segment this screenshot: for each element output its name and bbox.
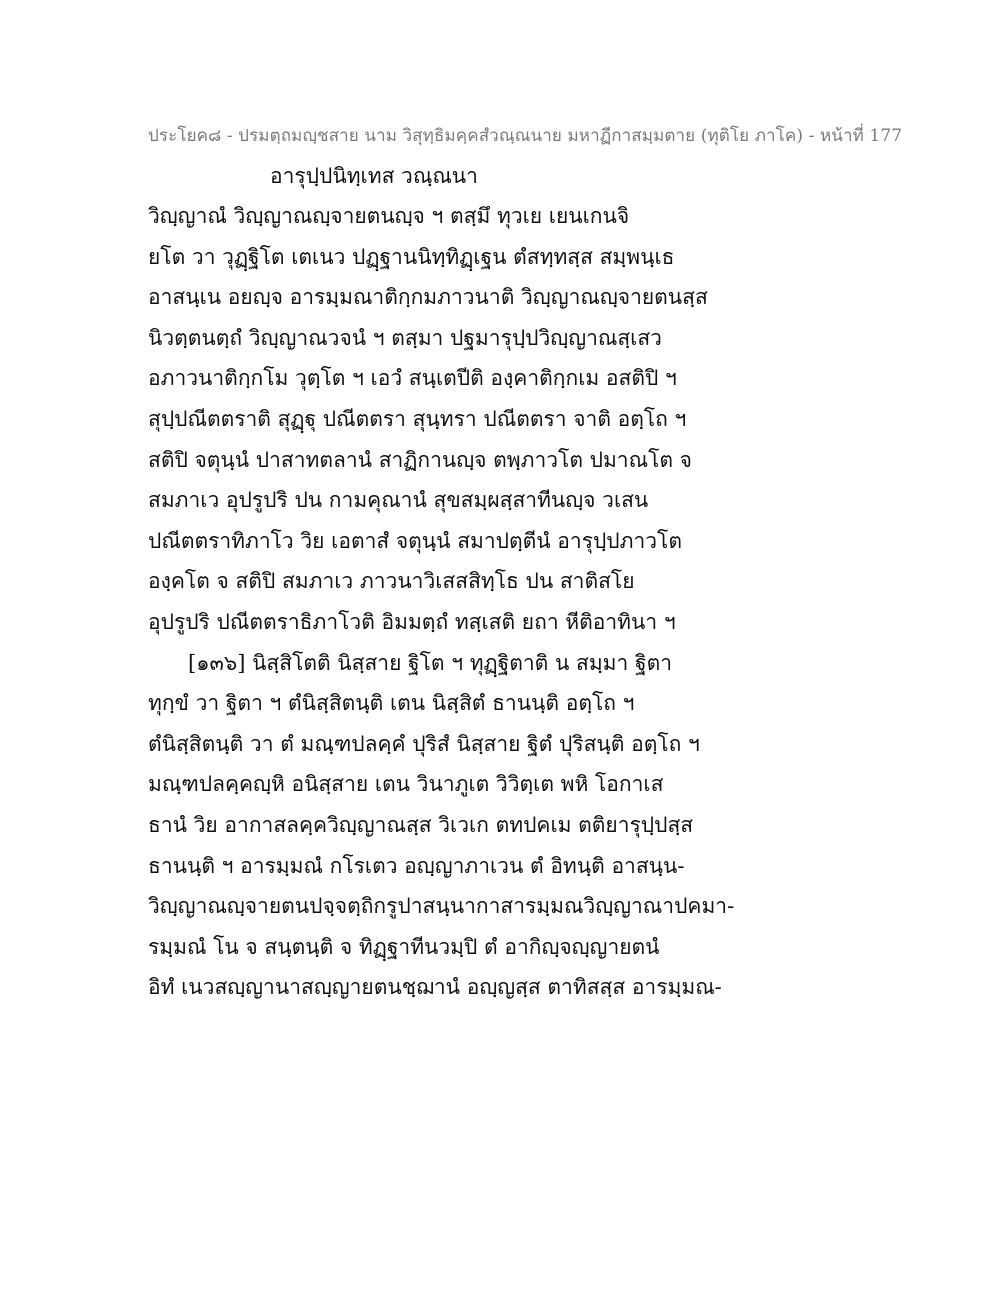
text-line: วิญฺญาณํ วิญฺญาณญฺจายตนญฺจ ฯ ตสฺมึ ทุวเย เยนเกนจิ [148, 204, 630, 228]
text-line: สติปิ จตุนฺนํ ปาสาทตลานํ สาฏิกานญฺจ ตพฺภาวโต ปมาณโต จ [148, 447, 692, 472]
text-line: ธานนฺติ ฯ อารมฺมณํ กโรเตว อญฺญาภาเวน ตํ อิทนฺติ อาสนฺน- [148, 853, 685, 878]
text-line: นิวตฺตนตฺถํ วิญฺญาณวจนํ ฯ ตสฺมา ปฐมารุปฺปวิญฺญาณสฺเสว [148, 325, 662, 350]
text-line: สุปฺปณีตตราติ สุฏฺฐุ ปณีตตรา สุนฺทรา ปณีตตรา จาติ อตฺโถ ฯ [148, 406, 687, 431]
paragraph-start-line: [๑๓๖] นิสฺสิโตติ นิสฺสาย ฐิโต ฯ ทุฏฺฐิตาติ น สมฺมา ฐิตา [188, 650, 672, 675]
text-line: องฺคโต จ สติปิ สมภาเว ภาวนาวิเสสสิทฺโธ ปน สาติสโย [148, 569, 635, 594]
text-line: สมภาเว อุปรูปริ ปน กามคุณานํ สุขสมฺผสฺสาทีนญฺจ วเสน [148, 488, 649, 513]
text-line: อิทํ เนวสญฺญานาสญฺญายตนชฺฌานํ อญฺญสฺส ตาทิสสฺส อารมฺมณ- [148, 975, 722, 1000]
text-line: ยโต วา วุฏฺฐิโต เตเนว ปฏฺฐานนิทฺทิฏฺเฐน ตํสทฺทสฺส สมฺพนฺเธ [148, 244, 675, 269]
running-header: ประโยค๘ - ปรมตฺถมญฺชสาย นาม วิสุทฺธิมคฺคสํวณฺณนาย มหาฏีกาสมฺมตาย (ทุติโย ภาโค) - หน้าที่ 177 [148, 126, 903, 146]
text-line: รมฺมณํ โน จ สนฺตนฺติ จ ทิฏฺฐาทีนวมฺปิ ตํ อากิญฺจญฺญายตนํ [148, 934, 660, 959]
text-line: ธานํ วิย อากาสลคฺควิญฺญาณสฺส วิเวเก ตทปคเม ตติยารุปฺปสฺส [148, 812, 694, 837]
text-line: อาสนฺเน อยญฺจ อารมฺมณาติกฺกมภาวนาติ วิญฺญาณญฺจายตนสฺส [148, 285, 708, 310]
text-line: มณฺฑปลคฺคญฺหิ อนิสฺสาย เตน วินาภูเต วิวิตฺเต พหิ โอกาเส [148, 772, 664, 797]
text-line: ตํนิสฺสิตนฺติ วา ตํ มณฺฑปลคฺคํ ปุริสํ นิสฺสาย ฐิตํ ปุริสนฺติ อตฺโถ ฯ [148, 731, 700, 756]
text-line: ทุกฺขํ วา ฐิตา ฯ ตํนิสฺสิตนฺติ เตน นิสฺสิตํ ธานนฺติ อตฺโถ ฯ [148, 691, 635, 716]
section-title: อารุปฺปนิทฺเทส วณฺณนา [270, 164, 478, 188]
body-text [148, 196, 868, 1008]
text-line: อุปรูปริ ปณีตตราธิภาโวติ อิมมตฺถํ ทสฺเสติ ยถา หีติอาทินา ฯ [148, 609, 676, 634]
text-line: อภาวนาติกฺกโม วุตฺโต ฯ เอวํ สนฺเตปีติ องฺคาติกฺกเม อสติปิ ฯ [148, 366, 677, 391]
text-line: วิญฺญาณญฺจายตนปจฺจตฺถิกรูปาสนฺนากาสารมฺมณวิญฺญาณาปคมา- [148, 894, 735, 919]
text-line: ปณีตตราทิภาโว วิย เอตาสํ จตุนฺนํ สมาปตฺตีนํ อารุปฺปภาวโต [148, 528, 682, 553]
